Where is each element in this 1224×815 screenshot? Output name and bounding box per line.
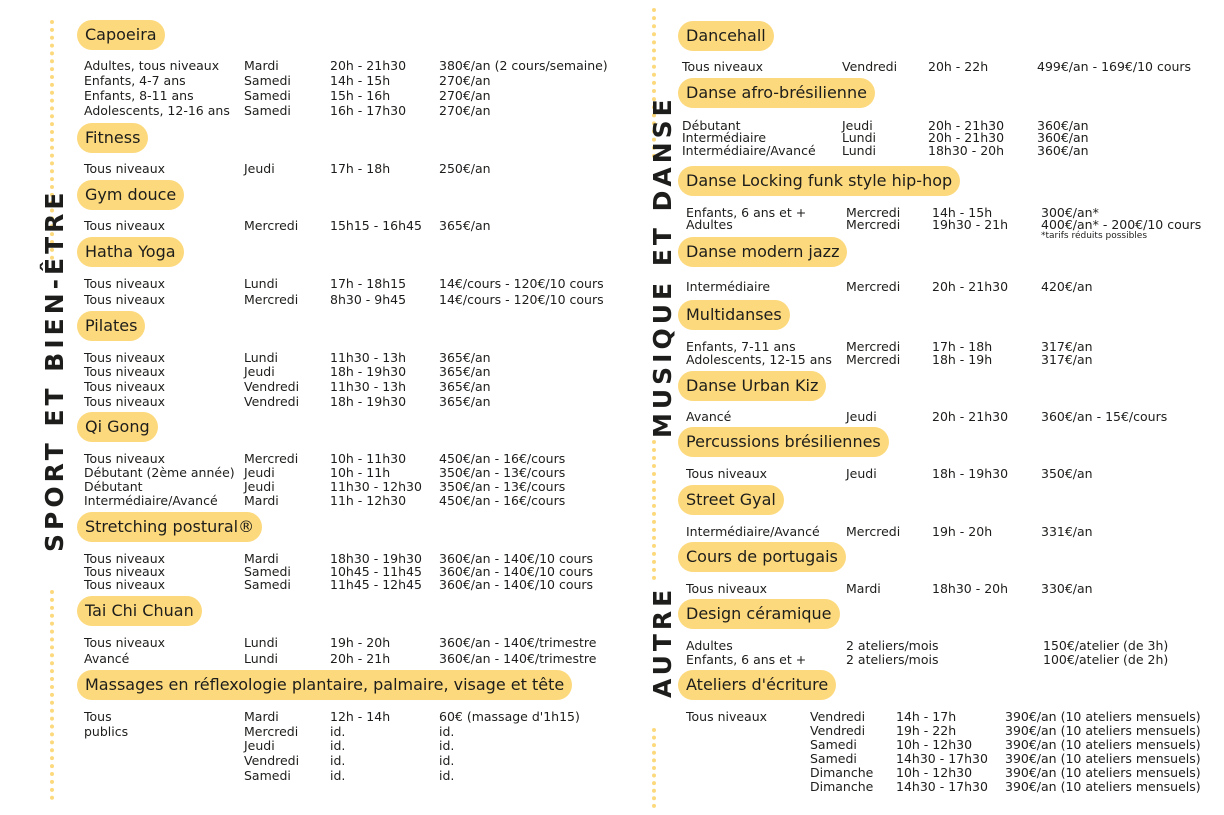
day-cell: Mercredi xyxy=(846,279,901,294)
day-cell: Mercredi xyxy=(846,352,901,367)
time-cell: id. xyxy=(330,768,346,783)
price-footnote: *tarifs réduits possibles xyxy=(1041,231,1148,241)
activity-title-qi-gong: Qi Gong xyxy=(77,412,158,442)
time-cell: 10h - 12h30 xyxy=(896,765,973,780)
day-cell: Samedi xyxy=(244,88,291,103)
price-cell: 450€/an - 16€/cours xyxy=(439,451,566,466)
time-cell: 14h - 15h xyxy=(932,205,993,220)
level-cell: Tous niveaux xyxy=(84,379,166,394)
time-cell: 12h - 14h xyxy=(330,709,391,724)
activity-title-pilates: Pilates xyxy=(77,311,145,341)
time-cell: 19h - 20h xyxy=(330,635,391,650)
price-cell: id. xyxy=(439,753,455,768)
level-cell: Enfants, 8-11 ans xyxy=(84,88,194,103)
level-cell: Enfants, 7-11 ans xyxy=(686,339,796,354)
day-cell: Samedi xyxy=(244,73,291,88)
day-cell: 2 ateliers/mois xyxy=(846,638,939,653)
level-cell: Adolescents, 12-16 ans xyxy=(84,103,230,118)
day-cell: Jeudi xyxy=(846,409,877,424)
level-cell: Tous niveaux xyxy=(84,564,166,579)
time-cell: 17h - 18h15 xyxy=(330,276,407,291)
activity-title-danse-afro-bresilienne: Danse afro-brésilienne xyxy=(678,78,875,108)
time-cell: 19h - 20h xyxy=(932,524,993,539)
day-cell: Samedi xyxy=(810,737,857,752)
price-cell: 331€/an xyxy=(1041,524,1093,539)
time-cell: 14h30 - 17h30 xyxy=(896,779,988,794)
time-cell: 14h - 17h xyxy=(896,709,957,724)
day-cell: Lundi xyxy=(244,635,278,650)
time-cell: 11h - 12h30 xyxy=(330,493,407,508)
price-cell: 270€/an xyxy=(439,88,491,103)
price-cell: 499€/an - 169€/10 cours xyxy=(1037,59,1192,74)
day-cell: Samedi xyxy=(244,564,291,579)
day-cell: Dimanche xyxy=(810,779,874,794)
time-cell: 11h30 - 13h xyxy=(330,379,407,394)
level-cell: Adolescents, 12-15 ans xyxy=(686,352,832,367)
day-cell: Lundi xyxy=(842,143,876,158)
level-cell: Adultes, tous niveaux xyxy=(84,58,220,73)
time-cell: 18h - 19h30 xyxy=(932,466,1009,481)
day-cell: Mercredi xyxy=(846,524,901,539)
time-cell: 20h - 21h30 xyxy=(330,58,407,73)
day-cell: Vendredi xyxy=(244,379,300,394)
day-cell: Samedi xyxy=(244,577,291,592)
price-cell: 317€/an xyxy=(1041,352,1093,367)
price-cell: id. xyxy=(439,738,455,753)
level-cell: Tous niveaux xyxy=(84,276,166,291)
level-cell: Avancé xyxy=(686,409,732,424)
day-cell: Mardi xyxy=(846,581,881,596)
time-cell: 11h45 - 12h45 xyxy=(330,577,422,592)
level-cell: Tous niveaux xyxy=(84,292,166,307)
day-cell: Vendredi xyxy=(810,709,866,724)
level-cell: Enfants, 4-7 ans xyxy=(84,73,186,88)
price-cell: 360€/an xyxy=(1037,118,1089,133)
time-cell: 18h - 19h xyxy=(932,352,993,367)
time-cell: 11h30 - 12h30 xyxy=(330,479,422,494)
time-cell: 20h - 21h xyxy=(330,651,391,666)
time-cell: id. xyxy=(330,724,346,739)
day-cell: Lundi xyxy=(842,130,876,145)
time-cell: 17h - 18h xyxy=(932,339,993,354)
price-cell: 360€/an - 140€/10 cours xyxy=(439,551,594,566)
price-cell: 150€/atelier (de 3h) xyxy=(1043,638,1169,653)
price-cell: 330€/an xyxy=(1041,581,1093,596)
time-cell: 15h15 - 16h45 xyxy=(330,218,422,233)
price-cell: 14€/cours - 120€/10 cours xyxy=(439,292,604,307)
day-cell: Vendredi xyxy=(842,59,898,74)
time-cell: 16h - 17h30 xyxy=(330,103,407,118)
activity-title-dancehall: Dancehall xyxy=(678,21,774,51)
level-cell: Tous niveaux xyxy=(84,577,166,592)
activity-title-ateliers-d-ecriture: Ateliers d'écriture xyxy=(678,670,836,700)
activity-title-danse-modern-jazz: Danse modern jazz xyxy=(678,237,847,267)
time-cell: 14h30 - 17h30 xyxy=(896,751,988,766)
price-cell: 390€/an (10 ateliers mensuels) xyxy=(1005,765,1201,780)
day-cell: Mercredi xyxy=(846,205,901,220)
time-cell: 19h - 22h xyxy=(896,723,957,738)
level-cell: Intermédiaire/Avancé xyxy=(682,143,816,158)
price-cell: 365€/an xyxy=(439,350,491,365)
price-cell: 60€ (massage d'1h15) xyxy=(439,709,580,724)
time-cell: id. xyxy=(330,753,346,768)
price-cell: 400€/an* - 200€/10 cours xyxy=(1041,217,1202,232)
right-dotted-line-bottom xyxy=(652,728,656,808)
day-cell: Samedi xyxy=(810,751,857,766)
level-cell: Tous niveaux xyxy=(686,709,768,724)
level-cell: Tous niveaux xyxy=(84,451,166,466)
level-cell: Adultes xyxy=(686,638,733,653)
price-cell: id. xyxy=(439,724,455,739)
time-cell: 20h - 21h30 xyxy=(932,409,1009,424)
price-cell: 365€/an xyxy=(439,218,491,233)
time-cell: 10h45 - 11h45 xyxy=(330,564,422,579)
day-cell: Jeudi xyxy=(244,465,275,480)
activity-title-design-ceramique: Design céramique xyxy=(678,599,840,629)
level-cell: Tous niveaux xyxy=(686,466,768,481)
level-cell: Enfants, 6 ans et + xyxy=(686,652,807,667)
price-cell: 360€/an - 140€/10 cours xyxy=(439,564,594,579)
day-cell: Vendredi xyxy=(244,753,300,768)
time-cell: 17h - 18h xyxy=(330,161,391,176)
price-cell: id. xyxy=(439,768,455,783)
activity-title-capoeira: Capoeira xyxy=(77,20,165,50)
day-cell: Mercredi xyxy=(846,217,901,232)
activity-title-cours-de-portugais: Cours de portugais xyxy=(678,542,846,572)
time-cell: 10h - 12h30 xyxy=(896,737,973,752)
day-cell: Jeudi xyxy=(244,161,275,176)
day-cell: Jeudi xyxy=(846,466,877,481)
price-cell: 270€/an xyxy=(439,73,491,88)
day-cell: Mercredi xyxy=(244,451,299,466)
price-cell: 390€/an (10 ateliers mensuels) xyxy=(1005,751,1201,766)
day-cell: Mardi xyxy=(244,493,279,508)
day-cell: Jeudi xyxy=(244,479,275,494)
price-cell: 350€/an - 13€/cours xyxy=(439,465,566,480)
day-cell: Mardi xyxy=(244,58,279,73)
time-cell: 18h30 - 20h xyxy=(932,581,1009,596)
price-cell: 350€/an xyxy=(1041,466,1093,481)
price-cell: 270€/an xyxy=(439,103,491,118)
activity-title-danse-locking-funk-style-hip-hop: Danse Locking funk style hip-hop xyxy=(678,166,960,196)
left-dotted-line-bottom xyxy=(50,590,54,800)
time-cell: 18h30 - 19h30 xyxy=(330,551,422,566)
day-cell: Mercredi xyxy=(244,218,299,233)
level-cell: Intermédiaire/Avancé xyxy=(686,524,820,539)
level-cell: Tous niveaux xyxy=(84,551,166,566)
time-cell: 14h - 15h xyxy=(330,73,391,88)
time-cell: 20h - 21h30 xyxy=(928,130,1005,145)
day-cell: Samedi xyxy=(244,103,291,118)
price-cell: 380€/an (2 cours/semaine) xyxy=(439,58,608,73)
day-cell: Jeudi xyxy=(244,364,275,379)
price-cell: 390€/an (10 ateliers mensuels) xyxy=(1005,723,1201,738)
day-cell: Lundi xyxy=(244,651,278,666)
level-cell: Tous niveaux xyxy=(84,364,166,379)
time-cell: id. xyxy=(330,738,346,753)
price-cell: 100€/atelier (de 2h) xyxy=(1043,652,1169,667)
price-cell: 450€/an - 16€/cours xyxy=(439,493,566,508)
price-cell: 360€/an - 140€/10 cours xyxy=(439,577,594,592)
time-cell: 20h - 22h xyxy=(928,59,989,74)
time-cell: 18h30 - 20h xyxy=(928,143,1005,158)
section-title-sport: SPORT ET BIEN-ÊTRE xyxy=(40,188,69,552)
activity-title-multidanses: Multidanses xyxy=(678,300,790,330)
level-cell: Débutant xyxy=(682,118,741,133)
time-cell: 10h - 11h30 xyxy=(330,451,407,466)
level-cell: Tous niveaux xyxy=(84,161,166,176)
price-cell: 360€/an xyxy=(1037,130,1089,145)
time-cell: 18h - 19h30 xyxy=(330,364,407,379)
day-cell: Mercredi xyxy=(244,292,299,307)
level-cell: Tous niveaux xyxy=(84,218,166,233)
day-cell: Mercredi xyxy=(846,339,901,354)
section-title-other: AUTRE xyxy=(648,585,677,698)
activity-title-hatha-yoga: Hatha Yoga xyxy=(77,237,184,267)
price-cell: 365€/an xyxy=(439,379,491,394)
price-cell: 250€/an xyxy=(439,161,491,176)
activity-title-massages-en-reflexologie-plantaire-palmaire-visage-et-tete: Massages en réflexologie plantaire, palmaire, visage et tête xyxy=(77,670,572,700)
activity-title-street-gyal: Street Gyal xyxy=(678,485,784,515)
price-cell: 390€/an (10 ateliers mensuels) xyxy=(1005,737,1201,752)
day-cell: Mardi xyxy=(244,709,279,724)
price-cell: 300€/an* xyxy=(1041,205,1099,220)
time-cell: 19h30 - 21h xyxy=(932,217,1009,232)
activity-title-tai-chi-chuan: Tai Chi Chuan xyxy=(77,596,202,626)
level-cell: Tous xyxy=(84,709,112,724)
price-cell: 14€/cours - 120€/10 cours xyxy=(439,276,604,291)
level-cell: Intermédiaire xyxy=(686,279,771,294)
price-cell: 317€/an xyxy=(1041,339,1093,354)
level-cell: Tous niveaux xyxy=(84,635,166,650)
time-cell: 18h - 19h30 xyxy=(330,394,407,409)
day-cell: Jeudi xyxy=(244,738,275,753)
price-cell: 360€/an - 140€/trimestre xyxy=(439,635,597,650)
level-cell: publics xyxy=(84,724,129,739)
price-cell: 350€/an - 13€/cours xyxy=(439,479,566,494)
level-cell: Tous niveaux xyxy=(682,59,764,74)
price-cell: 390€/an (10 ateliers mensuels) xyxy=(1005,709,1201,724)
price-cell: 365€/an xyxy=(439,394,491,409)
day-cell: Mercredi xyxy=(244,724,299,739)
level-cell: Enfants, 6 ans et + xyxy=(686,205,807,220)
activity-title-stretching-postural: Stretching postural® xyxy=(77,512,262,542)
level-cell: Débutant (2ème année) xyxy=(84,465,235,480)
right-dotted-line-middle xyxy=(652,440,656,580)
activity-title-percussions-bresiliennes: Percussions brésiliennes xyxy=(678,427,889,457)
level-cell: Tous niveaux xyxy=(84,350,166,365)
level-cell: Tous niveaux xyxy=(84,394,166,409)
activity-title-fitness: Fitness xyxy=(77,123,148,153)
activity-title-gym-douce: Gym douce xyxy=(77,180,184,210)
level-cell: Débutant xyxy=(84,479,143,494)
level-cell: Adultes xyxy=(686,217,733,232)
price-cell: 390€/an (10 ateliers mensuels) xyxy=(1005,779,1201,794)
time-cell: 10h - 11h xyxy=(330,465,391,480)
day-cell: 2 ateliers/mois xyxy=(846,652,939,667)
day-cell: Lundi xyxy=(244,350,278,365)
day-cell: Lundi xyxy=(244,276,278,291)
level-cell: Intermédiaire xyxy=(682,130,767,145)
price-cell: 360€/an - 140€/trimestre xyxy=(439,651,597,666)
day-cell: Samedi xyxy=(244,768,291,783)
day-cell: Jeudi xyxy=(842,118,873,133)
day-cell: Vendredi xyxy=(810,723,866,738)
day-cell: Mardi xyxy=(244,551,279,566)
time-cell: 15h - 16h xyxy=(330,88,391,103)
level-cell: Intermédiaire/Avancé xyxy=(84,493,218,508)
price-cell: 360€/an xyxy=(1037,143,1089,158)
time-cell: 20h - 21h30 xyxy=(932,279,1009,294)
time-cell: 8h30 - 9h45 xyxy=(330,292,407,307)
activity-title-danse-urban-kiz: Danse Urban Kiz xyxy=(678,371,826,401)
price-cell: 420€/an xyxy=(1041,279,1093,294)
day-cell: Vendredi xyxy=(244,394,300,409)
level-cell: Avancé xyxy=(84,651,130,666)
time-cell: 11h30 - 13h xyxy=(330,350,407,365)
level-cell: Tous niveaux xyxy=(686,581,768,596)
price-cell: 365€/an xyxy=(439,364,491,379)
price-cell: 360€/an - 15€/cours xyxy=(1041,409,1168,424)
day-cell: Dimanche xyxy=(810,765,874,780)
section-title-music-dance: MUSIQUE ET DANSE xyxy=(648,95,677,438)
time-cell: 20h - 21h30 xyxy=(928,118,1005,133)
